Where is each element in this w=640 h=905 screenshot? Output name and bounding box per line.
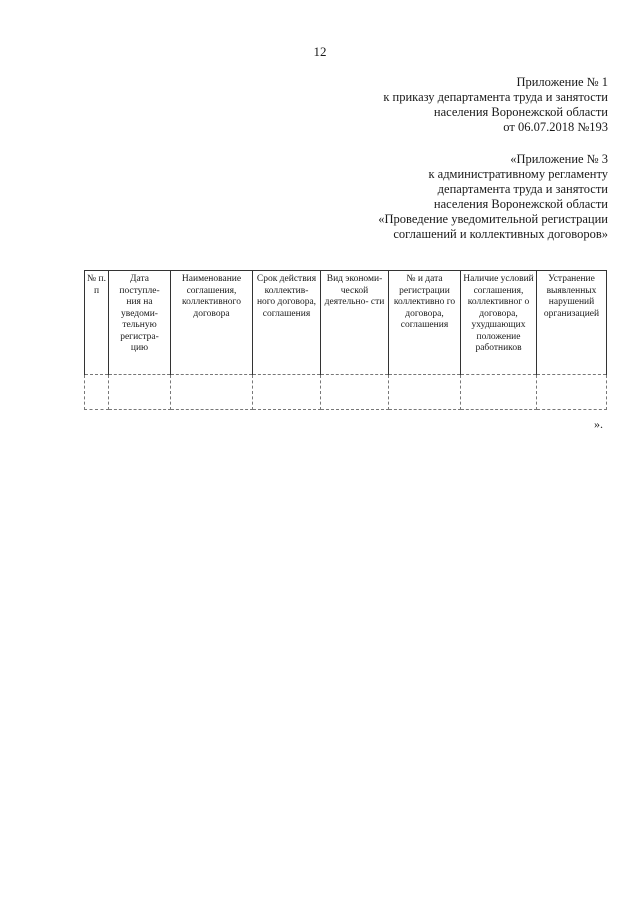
- appendix-3-line: к административному регламенту: [428, 167, 608, 181]
- table-cell[interactable]: [389, 375, 461, 410]
- appendix-3-line: департамента труда и занятости: [437, 182, 608, 196]
- table-cell[interactable]: [109, 375, 171, 410]
- col-header-number: № п. п: [85, 271, 109, 375]
- appendix-3-line: «Проведение уведомительной регистрации: [378, 212, 608, 226]
- table-row: [85, 375, 607, 410]
- col-header-worsening-conditions: Наличие условий соглашения, коллективног о договора, ухудшающих положение работников: [461, 271, 537, 375]
- table-cell[interactable]: [171, 375, 253, 410]
- appendix-1-line: от 06.07.2018 №193: [503, 120, 608, 134]
- appendix-1-line: к приказу департамента труда и занятости: [383, 90, 608, 104]
- col-header-received-date: Дата поступле- ния на уведоми- тельную регистра- цию: [109, 271, 171, 375]
- registration-table: [84, 270, 607, 410]
- registration-table-container: [84, 270, 606, 412]
- col-header-validity-period: Срок действия коллектив- ного договора, соглашения: [253, 271, 321, 375]
- table-cell[interactable]: [537, 375, 607, 410]
- appendix-1-heading: [383, 75, 608, 135]
- col-header-registration-number-date: № и дата регистрации коллективно го договора, соглашения: [389, 271, 461, 375]
- closing-quote-mark: ».: [594, 417, 603, 431]
- page-number: 12: [313, 44, 327, 59]
- appendix-1-line: Приложение № 1: [516, 75, 608, 89]
- appendix-3-heading: [378, 152, 608, 242]
- table-header-row: [85, 271, 607, 375]
- col-header-agreement-name: Наименование соглашения, коллективного договора: [171, 271, 253, 375]
- col-header-violations-eliminated: Устранение выявленных нарушений организацией: [537, 271, 607, 375]
- table-cell[interactable]: [461, 375, 537, 410]
- table-cell[interactable]: [85, 375, 109, 410]
- appendix-3-line: «Приложение № 3: [510, 152, 608, 166]
- appendix-1-line: населения Воронежской области: [433, 105, 608, 119]
- appendix-3-line: соглашений и коллективных договоров»: [393, 227, 608, 241]
- col-header-economic-activity: Вид экономи- ческой деятельно- сти: [321, 271, 389, 375]
- table-cell[interactable]: [321, 375, 389, 410]
- appendix-3-line: населения Воронежской области: [433, 197, 608, 211]
- table-cell[interactable]: [253, 375, 321, 410]
